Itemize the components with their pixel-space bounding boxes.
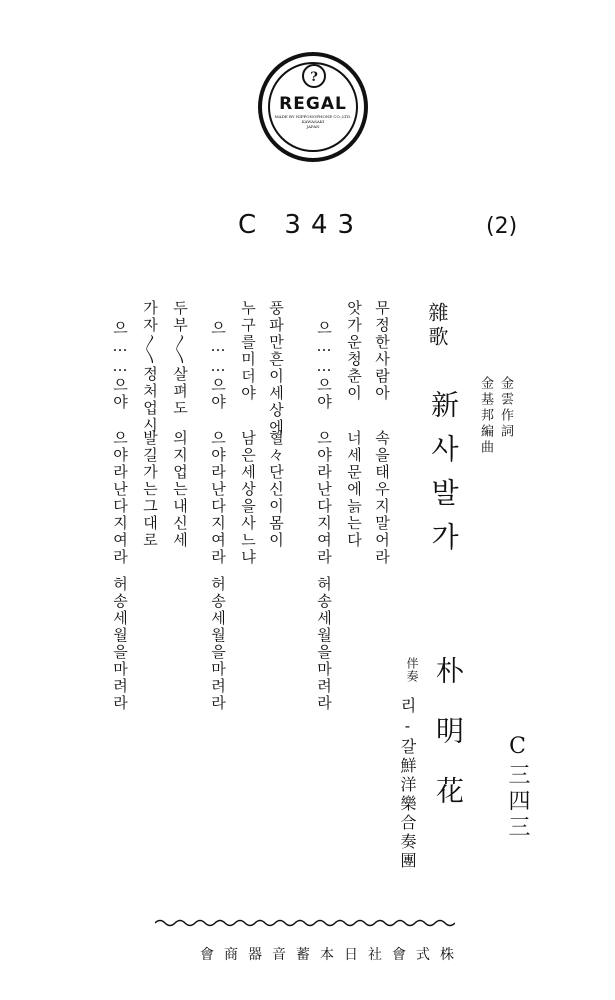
lyric-refrain: 허송세월을마려라	[111, 576, 129, 712]
lyric-refrain: 으……으야	[315, 320, 333, 411]
lyric-refrain: 허송세월을마려라	[315, 576, 333, 712]
catalog-number-vertical: C三四三	[505, 734, 530, 841]
lyric-line: 가자〱정처업시	[141, 300, 159, 434]
footer-divider	[155, 918, 455, 928]
song-title: 新사발가	[427, 390, 460, 566]
record-label	[258, 52, 368, 162]
lyric-line: 남은세상을사느냐	[239, 430, 257, 566]
singer-name: 朴明花	[432, 656, 465, 836]
lyric-line: 두부〱살펴도	[171, 300, 189, 417]
lyric-line: 의지업는내신세	[171, 430, 189, 549]
lyric-line: 발길가는그대로	[141, 430, 159, 549]
lyric-refrain: 으……으야	[209, 320, 227, 411]
emblem-icon: ?	[302, 64, 326, 88]
lyric-line: 누구를미더야	[239, 300, 257, 402]
orchestra-label: 伴奏	[405, 657, 419, 683]
page-number: (2)	[486, 214, 518, 239]
orchestra-name: 리-갈鮮洋樂合奏團	[398, 697, 417, 871]
publisher-name: 株式會社日本蓄音器商會	[200, 947, 464, 963]
lyric-line: 속을태우지말어라	[373, 430, 391, 566]
lyric-line: 혈々단신이몸이	[267, 430, 285, 549]
lyric-refrain: 으야라난다지여라	[209, 430, 227, 566]
lyric-line: 무정한사람아	[373, 300, 391, 402]
lyricist-credit: 金雲作詞	[498, 376, 513, 440]
brand-subtext-line: MADE BY NIPPONOPHONE CO.,LTD.	[274, 114, 352, 119]
brand-subtext-line: KAWASAKI	[301, 119, 325, 124]
lyric-line: 앗가운청춘이	[345, 300, 363, 402]
publisher-footer	[200, 944, 464, 964]
brand-subtext-line: JAPAN	[306, 124, 320, 129]
lyric-refrain: 으야라난다지여라	[315, 430, 333, 566]
composer-credit: 金基邦編曲	[478, 376, 493, 456]
lyric-line: 풍파만흔이세상에	[267, 300, 285, 436]
catalog-number: C 343	[238, 210, 365, 240]
lyric-refrain: 으야라난다지여라	[111, 430, 129, 566]
lyric-line: 너세문에늙는다	[345, 430, 363, 549]
brand-subtext	[262, 114, 364, 129]
brand-logo: REGAL	[279, 94, 347, 114]
genre: 雜歌	[425, 302, 449, 350]
lyric-refrain: 허송세월을마려라	[209, 576, 227, 712]
lyric-refrain: 으……으야	[111, 320, 129, 411]
